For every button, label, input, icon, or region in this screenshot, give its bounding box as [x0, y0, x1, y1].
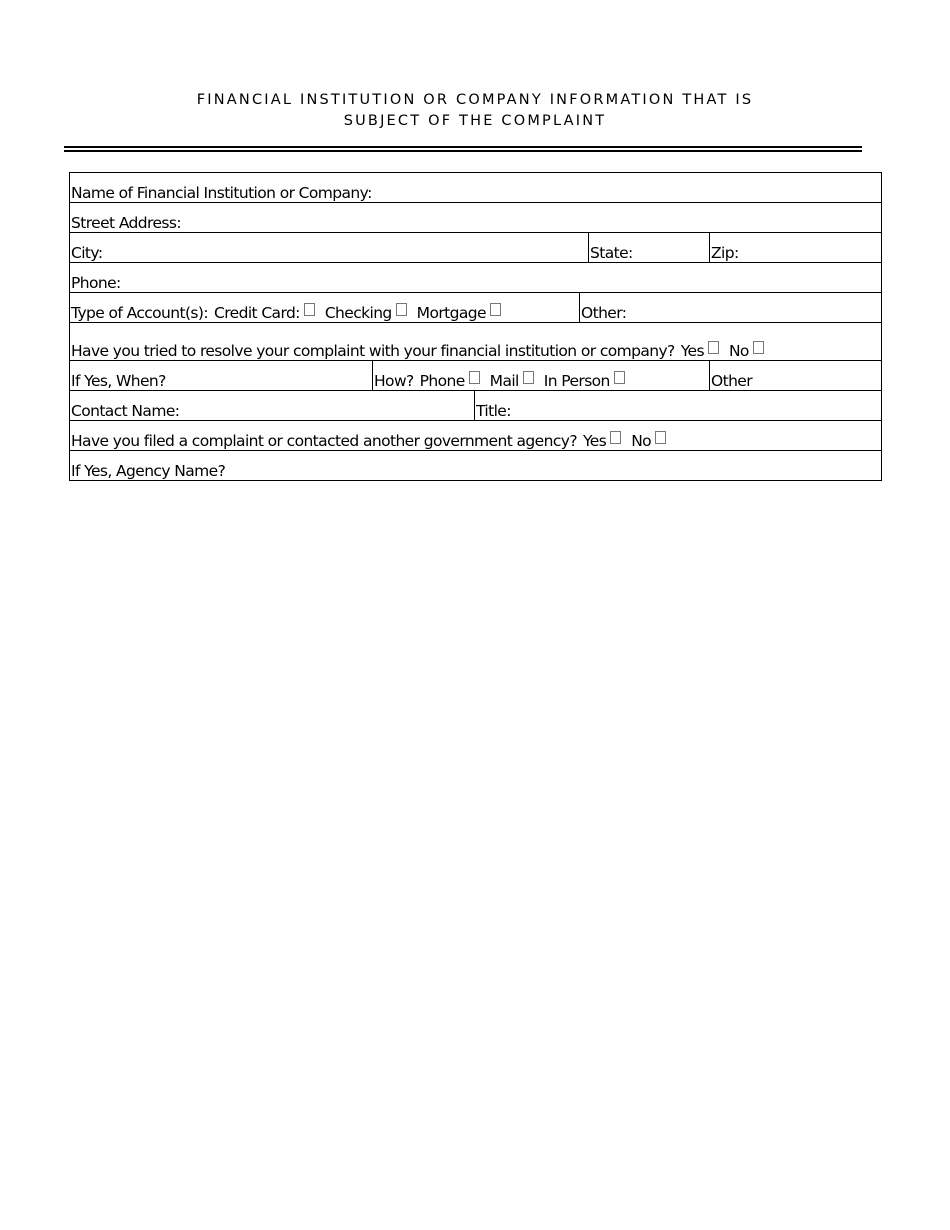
agency-name-label: If Yes, Agency Name?: [71, 462, 226, 480]
row-city-state-zip: [70, 233, 882, 263]
how-label: How?: [374, 372, 414, 390]
phone-field[interactable]: [70, 263, 882, 293]
row-agency-name: [70, 451, 882, 481]
agency-yes-label: Yes: [582, 432, 607, 450]
resolve-yes-checkbox[interactable]: [708, 341, 719, 354]
title-line-2: SUBJECT OF THE COMPLAINT: [343, 113, 607, 129]
resolve-yes-label: Yes: [680, 342, 704, 360]
city-field[interactable]: [70, 233, 589, 263]
mortgage-checkbox[interactable]: [490, 303, 501, 316]
resolve-no-label: No: [728, 342, 749, 360]
agency-yes-checkbox[interactable]: [610, 431, 621, 444]
agency-question-label: Have you filed a complaint or contacted another government agency?: [71, 432, 577, 450]
checking-label: Checking: [324, 304, 392, 322]
row-contact-title: [70, 391, 882, 421]
street-address-label: Street Address:: [71, 214, 181, 232]
phone-label: Phone:: [71, 274, 121, 292]
title-line-1: FINANCIAL INSTITUTION OR COMPANY INFORMATION THAT IS: [196, 92, 754, 108]
credit-card-label: Credit Card:: [213, 304, 300, 322]
agency-no-label: No: [631, 432, 652, 450]
row-when-how: [70, 361, 882, 391]
account-other-field[interactable]: [580, 293, 882, 323]
credit-card-checkbox[interactable]: [304, 303, 315, 316]
mortgage-label: Mortgage: [416, 304, 486, 322]
how-cell: [373, 361, 710, 391]
agency-question-cell: [70, 421, 882, 451]
institution-info-table: [69, 172, 882, 481]
how-other-field[interactable]: [710, 361, 882, 391]
resolve-question-label: Have you tried to resolve your complaint with your financial institution or company?: [71, 342, 675, 360]
zip-field[interactable]: [710, 233, 882, 263]
how-phone-checkbox[interactable]: [469, 371, 480, 384]
form-section-title: [0, 90, 950, 132]
resolve-no-checkbox[interactable]: [753, 341, 764, 354]
agency-no-checkbox[interactable]: [655, 431, 666, 444]
row-street-address: [70, 203, 882, 233]
state-field[interactable]: [589, 233, 710, 263]
institution-name-field[interactable]: [70, 173, 882, 203]
when-field[interactable]: [70, 361, 373, 391]
how-mail-checkbox[interactable]: [523, 371, 534, 384]
row-phone: [70, 263, 882, 293]
row-agency-question: [70, 421, 882, 451]
institution-name-label: Name of Financial Institution or Company:: [71, 184, 372, 202]
row-institution-name: [70, 173, 882, 203]
how-in-person-checkbox[interactable]: [614, 371, 625, 384]
street-address-field[interactable]: [70, 203, 882, 233]
how-mail-label: Mail: [489, 372, 519, 390]
contact-title-field[interactable]: [475, 391, 882, 421]
account-type-label: Type of Account(s):: [71, 304, 208, 322]
account-type-cell: [70, 293, 580, 323]
checking-checkbox[interactable]: [396, 303, 407, 316]
contact-name-label: Contact Name:: [71, 402, 180, 420]
title-double-rule-bottom: [64, 150, 862, 152]
state-label: State:: [590, 244, 633, 262]
zip-label: Zip:: [711, 244, 739, 262]
how-other-label: Other: [711, 372, 753, 390]
agency-name-field[interactable]: [70, 451, 882, 481]
contact-title-label: Title:: [476, 402, 511, 420]
row-account-type: [70, 293, 882, 323]
how-in-person-label: In Person: [543, 372, 610, 390]
when-label: If Yes, When?: [71, 372, 166, 390]
resolve-question-cell: [70, 323, 882, 361]
contact-name-field[interactable]: [70, 391, 475, 421]
city-label: City:: [71, 244, 103, 262]
how-phone-label: Phone: [419, 372, 465, 390]
account-other-label: Other:: [581, 304, 627, 322]
title-double-rule-top: [64, 146, 862, 148]
row-resolve-question: [70, 323, 882, 361]
